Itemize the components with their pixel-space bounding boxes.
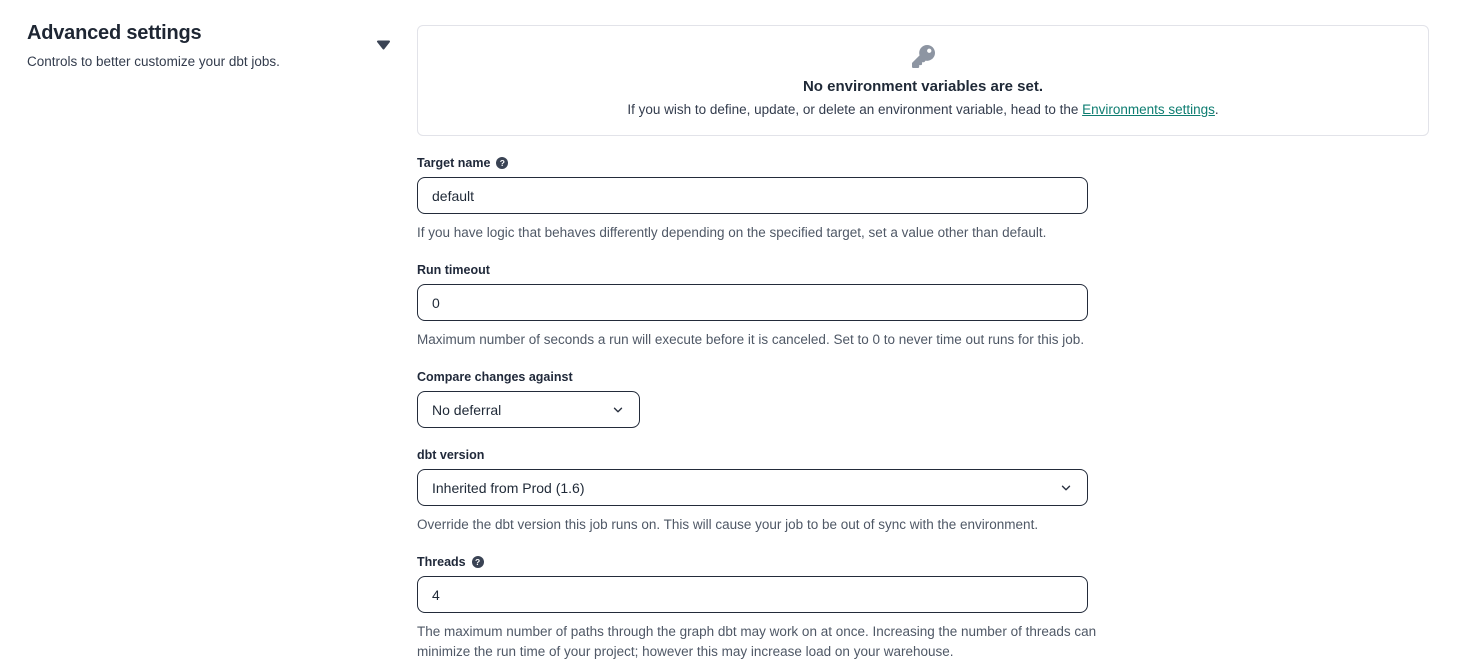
threads-label-row	[417, 555, 1429, 569]
threads-help-icon[interactable]: ?	[472, 556, 484, 568]
compare-changes-label-row	[417, 370, 1429, 384]
caret-down-icon	[376, 39, 391, 51]
chevron-down-icon	[611, 403, 625, 417]
settings-content	[417, 0, 1429, 659]
target-name-label: Target name	[417, 156, 491, 170]
field-dbt-version	[417, 448, 1429, 535]
environment-variables-empty-card	[417, 25, 1429, 136]
threads-input[interactable]	[417, 576, 1088, 613]
field-threads	[417, 555, 1429, 662]
field-target-name	[417, 156, 1429, 243]
run-timeout-label-row	[417, 263, 1429, 277]
page-subtitle: Controls to better customize your dbt jobs.	[27, 54, 280, 69]
env-card-body	[438, 102, 1408, 117]
dbt-version-select[interactable]	[417, 469, 1088, 506]
run-timeout-helper-text: Maximum number of seconds a run will execute before it is canceled. Set to 0 to never time out runs for this job.	[417, 332, 1085, 347]
dbt-version-label-row	[417, 448, 1429, 462]
target-name-help-icon[interactable]: ?	[496, 157, 508, 169]
page-title: Advanced settings	[27, 22, 202, 44]
field-compare-changes	[417, 370, 1429, 428]
compare-changes-select[interactable]	[417, 391, 640, 428]
dbt-version-label: dbt version	[417, 448, 485, 462]
target-name-input[interactable]	[417, 177, 1088, 214]
chevron-down-icon	[1059, 481, 1073, 495]
key-icon	[912, 45, 935, 69]
environments-settings-link[interactable]: Environments settings	[1082, 102, 1215, 117]
advanced-settings-form	[417, 156, 1429, 662]
collapse-section-button[interactable]	[376, 39, 391, 51]
run-timeout-label: Run timeout	[417, 263, 490, 277]
run-timeout-input[interactable]	[417, 284, 1088, 321]
env-card-body-suffix: .	[1214, 102, 1219, 117]
dbt-version-selected-value: Inherited from Prod (1.6)	[432, 479, 585, 496]
target-name-helper-text: If you have logic that behaves differently depending on the specified target, set a value other than default.	[417, 225, 1047, 240]
env-card-body-prefix: If you wish to define, update, or delete an environment variable, head to the	[627, 102, 1083, 117]
threads-helper-text: The maximum number of paths through the graph dbt may work on at once. Increasing the number of threads can minimize the run time of your project; however this may increase load on your warehouse.	[417, 624, 1097, 659]
dbt-version-helper-text: Override the dbt version this job runs on. This will cause your job to be out of sync with the environment.	[417, 517, 1039, 532]
compare-changes-selected-value: No deferral	[432, 401, 502, 418]
target-name-label-row	[417, 156, 1429, 170]
env-card-title: No environment variables are set.	[802, 78, 1044, 95]
threads-label: Threads	[417, 555, 466, 569]
field-run-timeout	[417, 263, 1429, 350]
compare-changes-label: Compare changes against	[417, 370, 573, 384]
section-header	[0, 0, 417, 659]
